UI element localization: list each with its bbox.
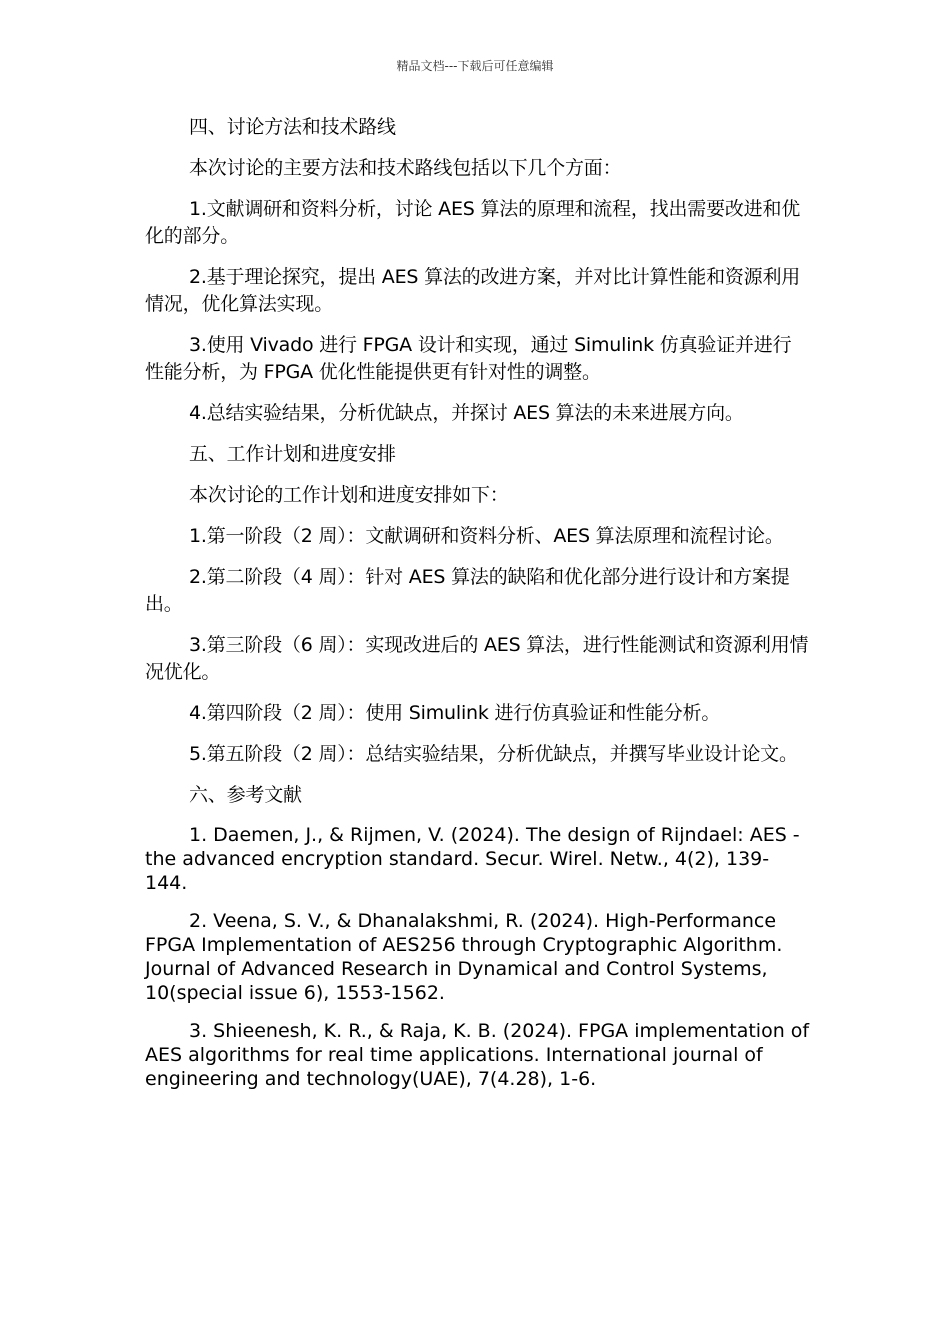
reference-2: 2. Veena, S. V., & Dhanalakshmi, R. (2024). High-Performance FPGA Implementation of AES256 through Cryptographic Algorithm. Journal of Advanced Research in Dynamical and Control Systems, 10(special issue 6), 1553-1562. xyxy=(145,910,783,1004)
methods-intro: 本次讨论的主要方法和技术路线包括以下几个方面： xyxy=(189,157,622,179)
page-header: 精品文档---下载后可任意编辑 xyxy=(396,59,554,73)
plan-item-5: 5.第五阶段（2 周）：总结实验结果，分析优缺点，并撰写毕业设计论文。 xyxy=(189,743,798,765)
methods-item-1: 1.文献调研和资料分析，讨论 AES 算法的原理和流程，找出需要改进和优化的部分。 xyxy=(145,198,801,247)
plan-item-2: 2.第二阶段（4 周）：针对 AES 算法的缺陷和优化部分进行设计和方案提出。 xyxy=(145,566,790,615)
methods-heading: 四、讨论方法和技术路线 xyxy=(189,116,396,138)
plan-item-4: 4.第四阶段（2 周）：使用 Simulink 进行仿真验证和性能分析。 xyxy=(189,702,721,724)
methods-item-3: 3.使用 Vivado 进行 FPGA 设计和实现，通过 Simulink 仿真验证并进行性能分析，为 FPGA 优化性能提供更有针对性的调整。 xyxy=(145,334,792,383)
methods-item-2: 2.基于理论探究，提出 AES 算法的改进方案，并对比计算性能和资源利用情况，优化算法实现。 xyxy=(145,266,801,315)
refs-heading: 六、参考文献 xyxy=(189,784,302,806)
methods-item-4: 4.总结实验结果，分析优缺点，并探讨 AES 算法的未来进展方向。 xyxy=(189,402,744,424)
plan-intro: 本次讨论的工作计划和进度安排如下： xyxy=(189,484,509,506)
document-body xyxy=(145,114,810,1105)
plan-item-1: 1.第一阶段（2 周）：文献调研和资料分析、AES 算法原理和流程讨论。 xyxy=(189,525,784,547)
reference-3: 3. Shieenesh, K. R., & Raja, K. B. (2024). FPGA implementation of AES algorithms for real time applications. International journal of engineering and technology(UAE), 7(4.28), 1-6. xyxy=(145,1020,810,1090)
plan-item-3: 3.第三阶段（6 周）：实现改进后的 AES 算法，进行性能测试和资源利用情况优化。 xyxy=(145,634,809,683)
reference-1: 1. Daemen, J., & Rijmen, V. (2024). The design of Rijndael: AES - the advanced encryption standard. Secur. Wirel. Netw., 4(2), 139-144. xyxy=(145,824,800,894)
plan-heading: 五、工作计划和进度安排 xyxy=(189,443,396,465)
